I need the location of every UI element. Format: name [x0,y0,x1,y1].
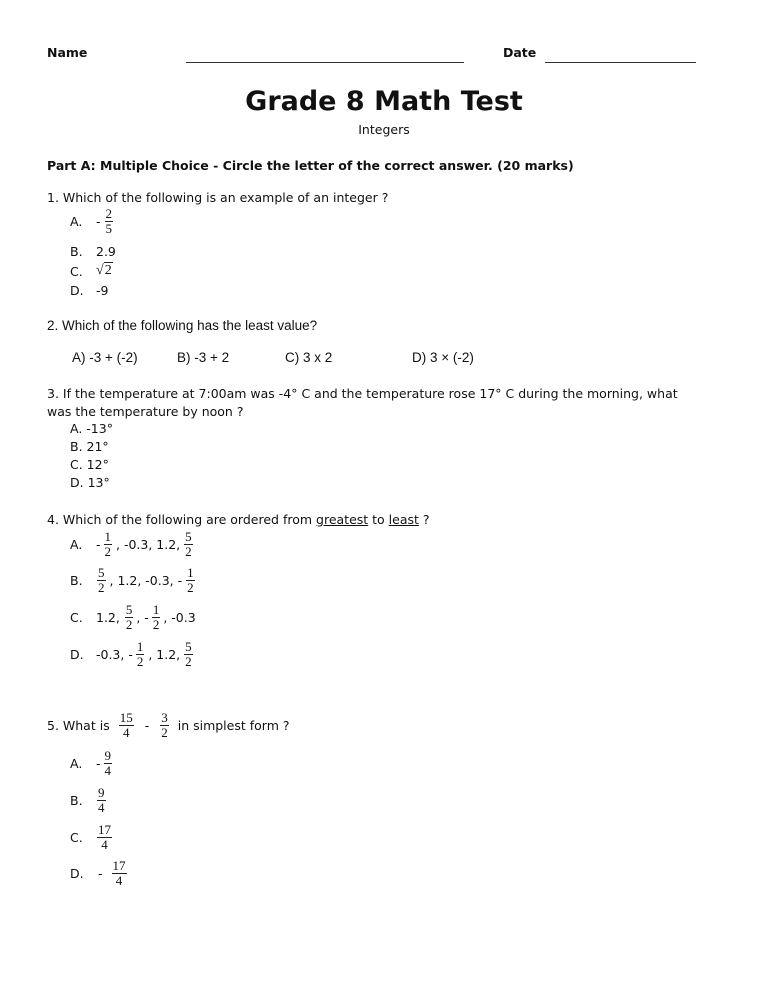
q1-a-den: 5 [105,221,113,236]
q5-d-label: D. [70,866,84,881]
q1-a-num: 2 [105,206,113,221]
q4-b-f1n: 5 [98,565,105,580]
q5-c-fraction [97,823,112,852]
q1-option-b[interactable] [70,244,116,259]
q5-minus: - [144,718,150,733]
q3-option-a[interactable]: A. -13° [70,421,113,436]
q4-b-frac1 [97,566,106,595]
q4-b-label: B. [70,573,83,588]
q1-option-a[interactable] [70,207,114,236]
q4-to: to [368,512,389,527]
q4-d-mid: , 1.2, [148,647,181,662]
q3-text-line1: 3. If the temperature at 7:00am was -4° C and the temperature rose 17° C during the morning, what [47,386,678,401]
q4-c-label: C. [70,610,83,625]
q4-b-f2d: 2 [187,580,194,595]
q2-option-a[interactable]: A) -3 + (-2) [72,350,138,365]
q4-a-p1: - [96,537,101,552]
q5-f1n: 15 [119,710,133,725]
q4-b-f2n: 1 [187,565,194,580]
q4-c-f1d: 2 [125,617,133,632]
q5-option-d[interactable] [70,859,128,888]
q4-d-f1d: 2 [136,654,144,669]
q5-d-num: 17 [112,858,126,873]
q4-b-frac2 [186,566,195,595]
q5-frac1 [119,711,134,740]
q2-text: 2. Which of the following has the least value? [47,318,318,333]
q5-option-b[interactable] [70,786,107,815]
part-a-heading: Part A: Multiple Choice - Circle the letter of the correct answer. (20 marks) [47,158,574,173]
q4-option-d[interactable] [70,640,194,669]
q1-a-sign: - [96,214,101,229]
q3-option-b[interactable]: B. 21° [70,439,109,454]
q1-b-label: B. [70,244,83,259]
q4-a-f1d: 2 [104,544,112,559]
q4-option-c[interactable] [70,603,196,632]
q4-a-f1n: 1 [104,529,112,544]
q4-c-f2d: 2 [152,617,160,632]
q4-c-frac1 [125,603,134,632]
q4-c-mid: , - [136,610,149,625]
q5-f2d: 2 [161,725,168,740]
q5-c-label: C. [70,830,83,845]
q4-suffix: ? [418,512,430,527]
q1-d-text: -9 [96,283,109,298]
q1-a-label: A. [70,214,83,229]
q5-b-den: 4 [98,800,105,815]
q4-d-p1: -0.3, - [96,647,133,662]
q4-b-f1d: 2 [98,580,105,595]
q1-c-label: C. [70,263,83,279]
name-label: Name [47,45,88,60]
q4-a-f2n: 5 [185,529,192,544]
q5-frac2 [160,711,169,740]
q4-d-f2d: 2 [185,654,192,669]
q4-b-mid: , 1.2, -0.3, - [109,573,183,588]
q5-a-fraction [104,749,113,778]
q5-text [47,711,290,740]
q4-a-f2d: 2 [185,544,192,559]
q5-suffix: in simplest form ? [177,718,290,733]
q4-c-frac2 [152,603,161,632]
q5-b-label: B. [70,793,83,808]
q1-b-text: 2.9 [96,244,116,259]
q1-a-fraction [105,207,114,236]
q4-c-p1: 1.2, [96,610,120,625]
q5-d-den: 4 [115,873,123,888]
page-subtitle: Integers [358,122,410,137]
q4-a-frac1 [104,530,113,559]
q4-c-end: , -0.3 [163,610,196,625]
q2-option-d[interactable]: D) 3 × (-2) [412,350,474,365]
q5-prefix: 5. What is [47,718,110,733]
q5-b-fraction [97,786,106,815]
q1-option-c[interactable] [70,263,113,279]
q1-c-radicand: 2 [104,263,112,278]
q5-c-den: 4 [101,837,108,852]
q5-f1d: 4 [122,725,130,740]
q4-d-frac1 [136,640,145,669]
q4-d-frac2 [184,640,193,669]
q1-option-d[interactable] [70,283,108,298]
q3-option-c[interactable]: C. 12° [70,457,109,472]
q4-a-frac2 [184,530,193,559]
q4-least: least [388,512,419,527]
q4-option-a[interactable] [70,530,194,559]
name-blank[interactable] [186,62,464,63]
q5-c-num: 17 [98,822,111,837]
q3-text-line2: was the temperature by noon ? [47,404,244,419]
q1-text: 1. Which of the following is an example of an integer ? [47,190,389,205]
q5-option-a[interactable] [70,749,113,778]
q2-option-c[interactable]: C) 3 x 2 [285,350,333,365]
q5-d-sign: - [98,866,103,881]
q5-a-label: A. [70,756,83,771]
q5-a-den: 4 [104,763,112,778]
q5-a-num: 9 [104,748,112,763]
q5-b-num: 9 [98,785,105,800]
q4-d-f2n: 5 [185,639,192,654]
q4-greatest: greatest [316,512,369,527]
q4-a-mid: , -0.3, 1.2, [116,537,181,552]
q4-c-f2n: 1 [152,602,160,617]
sqrt-icon: √2 [96,263,112,278]
q5-f2n: 3 [161,710,168,725]
date-blank[interactable] [545,62,696,63]
q4-prefix: 4. Which of the following are ordered from [47,512,317,527]
q4-c-f1n: 5 [125,602,133,617]
q4-text [47,512,430,527]
page-title: Grade 8 Math Test [245,86,523,117]
q4-d-label: D. [70,647,84,662]
q2-option-b[interactable]: B) -3 + 2 [177,350,230,365]
q5-option-c[interactable] [70,823,113,852]
q4-d-f1n: 1 [136,639,144,654]
q1-d-label: D. [70,283,84,298]
q4-a-label: A. [70,537,83,552]
q4-option-b[interactable] [70,566,196,595]
date-label: Date [503,45,537,60]
q5-d-fraction [112,859,127,888]
q5-a-sign: - [96,756,101,771]
q3-option-d[interactable]: D. 13° [70,475,110,490]
